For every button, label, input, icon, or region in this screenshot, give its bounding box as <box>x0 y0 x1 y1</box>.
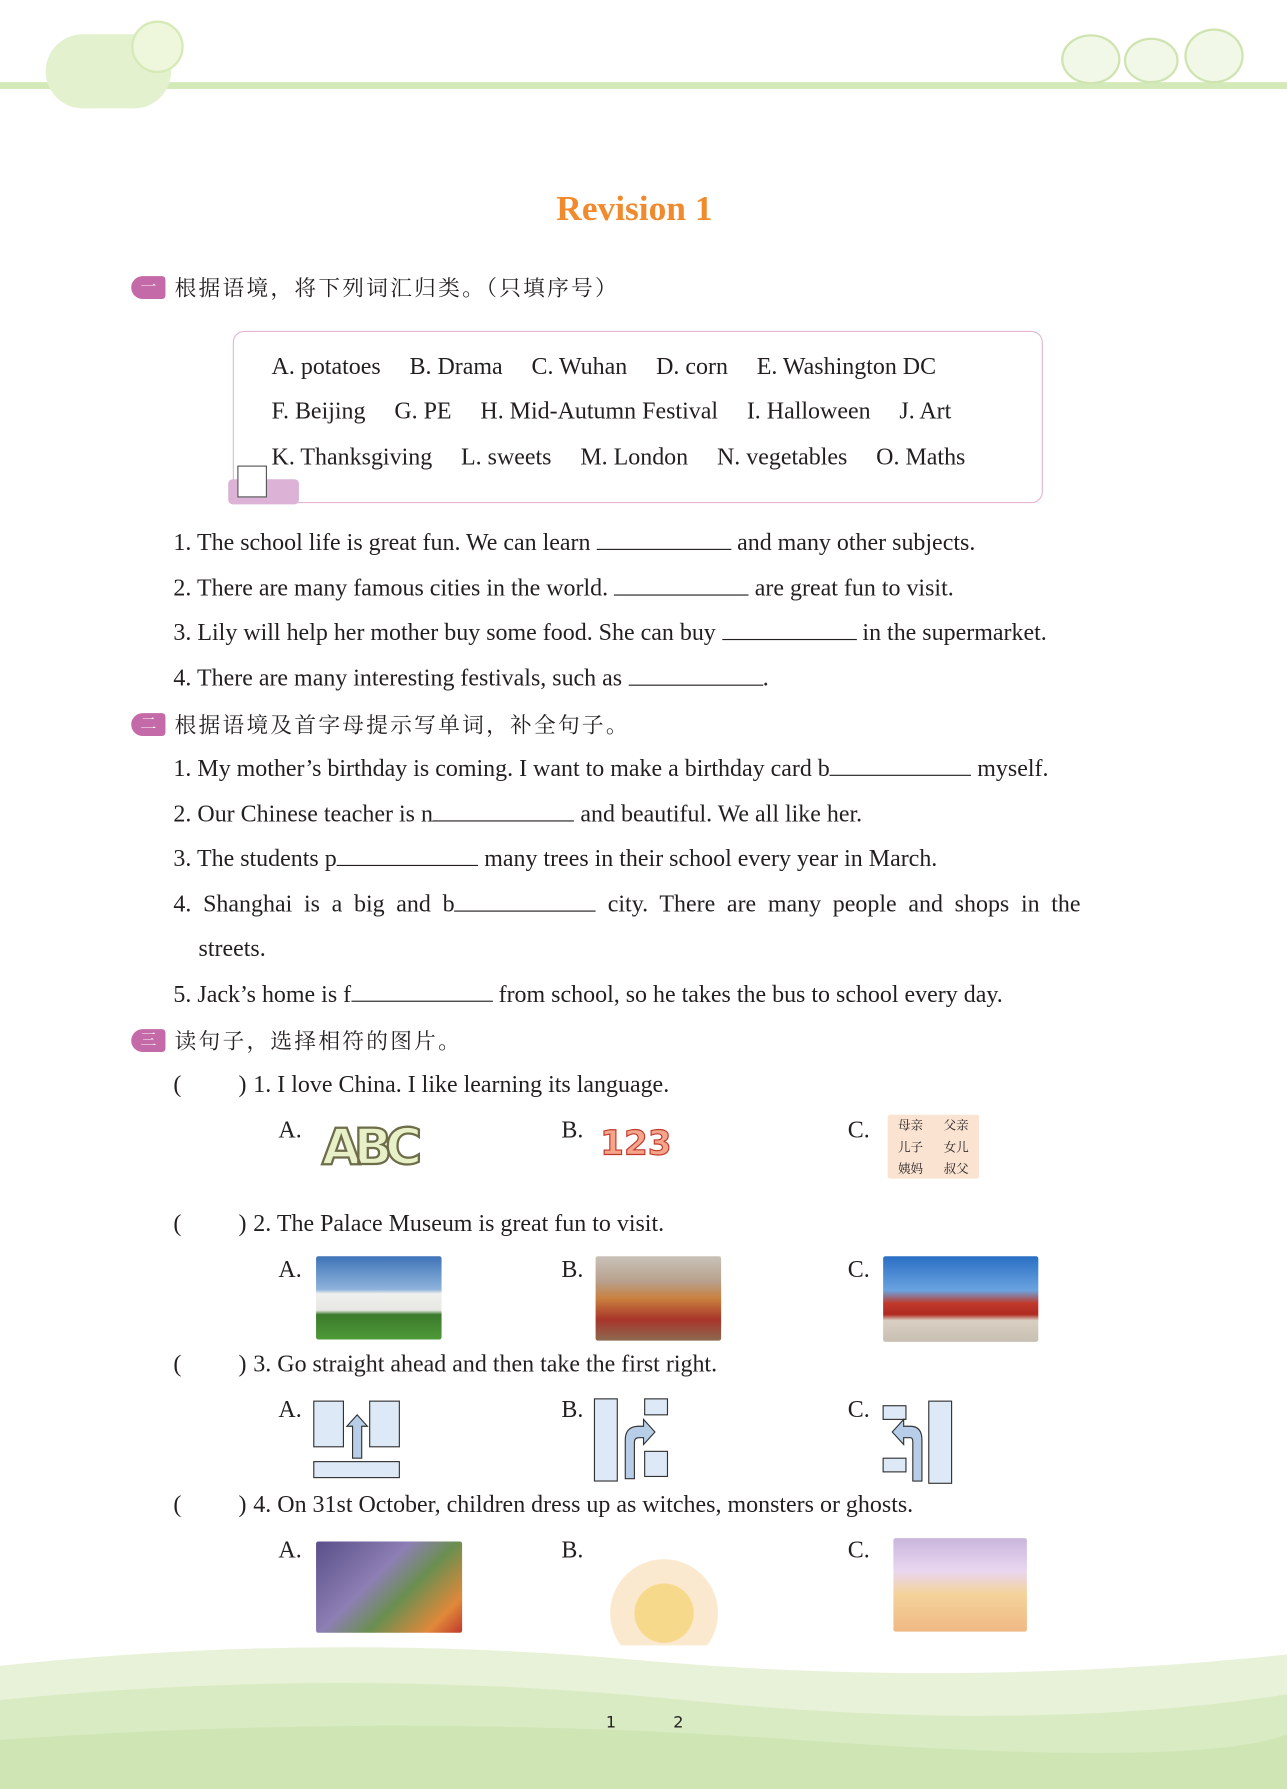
word-option: D. corn <box>656 352 728 380</box>
option-label: C. <box>847 1115 870 1144</box>
word-option: F. Beijing <box>271 397 366 425</box>
question-text: in the supermarket. <box>856 618 1047 646</box>
answer-blank[interactable] <box>830 754 971 776</box>
answer-paren[interactable]: ( ) <box>173 1209 247 1237</box>
option-label: A. <box>278 1255 302 1283</box>
question-item <box>173 664 768 693</box>
question-text: city. There are many people and shops in the <box>596 889 1081 918</box>
question-text: are great fun to visit. <box>748 573 954 602</box>
first-left-map[interactable] <box>881 1399 956 1486</box>
question-text: and beautiful. We all like her. <box>574 799 863 828</box>
question-text: and many other subjects. <box>731 528 976 556</box>
option-label: B. <box>561 1255 584 1283</box>
question-text: many trees in their school every year in March. <box>478 844 938 872</box>
family-dinner-picture[interactable] <box>602 1538 725 1645</box>
option-label: C. <box>847 1535 870 1564</box>
question-text: 5. Jack’s home is f <box>173 980 352 1008</box>
option-label: A. <box>278 1535 302 1564</box>
page-number-left: 1 <box>605 1713 617 1733</box>
section-instruction: 读句子，选择相符的图片。 <box>174 1029 463 1055</box>
word-option: A. potatoes <box>271 352 381 380</box>
section-badge: 三 <box>131 1029 165 1052</box>
answer-paren[interactable]: ( ) <box>173 1070 247 1098</box>
answer-blank[interactable] <box>455 890 596 912</box>
question-text: 2. The Palace Museum is great fun to visit. <box>253 1209 665 1237</box>
sun-icon <box>131 21 183 73</box>
word-bank-row <box>272 397 952 426</box>
option-label: B. <box>561 1535 584 1564</box>
question-text: 4. There are many interesting festivals, such as <box>173 664 629 692</box>
question-item <box>173 980 1002 1009</box>
section-instruction: 根据语境，将下列词汇归类。（只填序号） <box>174 276 620 302</box>
white-house-photo[interactable] <box>316 1256 442 1339</box>
option-label: C. <box>847 1255 870 1283</box>
straight-ahead-map[interactable] <box>313 1399 404 1481</box>
question-text: 4. Shanghai is a big and b <box>173 889 455 918</box>
word-option: J. Art <box>899 397 952 425</box>
question-text: streets. <box>198 934 266 962</box>
word-bank-row <box>272 443 966 472</box>
question-item <box>173 844 937 873</box>
section-badge: 二 <box>131 713 165 736</box>
question-item <box>173 754 1048 783</box>
answer-blank[interactable] <box>337 844 478 866</box>
answer-blank[interactable] <box>722 618 857 640</box>
section-3-heading <box>131 1025 462 1056</box>
question-item <box>173 800 862 829</box>
question-text: 1. I love China. I like learning its language. <box>253 1070 670 1098</box>
answer-blank[interactable] <box>351 980 492 1002</box>
section-2-heading <box>131 709 630 740</box>
word-option: N. vegetables <box>716 442 848 471</box>
section-instruction: 根据语境及首字母提示写单词，补全句子。 <box>174 713 630 739</box>
word-option: E. Washington DC <box>756 352 937 380</box>
page-title: Revision 1 <box>556 188 713 229</box>
question-text: 3. Go straight ahead and then take the first right. <box>253 1349 718 1378</box>
word-option: K. Thanksgiving <box>271 442 433 471</box>
footer-hills-decoration <box>0 1632 1287 1789</box>
mid-autumn-family-picture[interactable] <box>893 1538 1026 1632</box>
numbers-123-picture[interactable]: 123 <box>600 1123 672 1164</box>
word-option: I. Halloween <box>746 397 871 425</box>
letters-abc-picture[interactable]: ABC <box>321 1118 416 1177</box>
tiananmen-photo[interactable] <box>883 1256 1038 1342</box>
answer-blank[interactable] <box>433 800 574 822</box>
question-text: from school, so he takes the bus to school every day. <box>492 980 1003 1008</box>
palace-museum-photo[interactable] <box>596 1256 722 1340</box>
option-label: A. <box>278 1395 302 1423</box>
word-option: H. Mid-Autumn Festival <box>480 397 719 425</box>
first-right-map[interactable] <box>593 1397 673 1484</box>
question-text: 4. On 31st October, children dress up as witches, monsters or ghosts. <box>253 1490 914 1518</box>
question-text: 3. Lily will help her mother buy some food. She can buy <box>173 618 722 646</box>
word-bank-row <box>272 353 937 382</box>
option-label: B. <box>561 1395 584 1423</box>
word-option: M. London <box>580 442 689 471</box>
chinese-characters-picture[interactable]: 母亲 父亲 儿子 女儿 姨妈 叔父 <box>888 1115 979 1179</box>
question-item <box>173 528 975 557</box>
question-text: 2. Our Chinese teacher is n <box>173 799 433 828</box>
word-option: O. Maths <box>876 442 966 471</box>
halloween-picture[interactable] <box>316 1541 462 1632</box>
option-label: A. <box>278 1115 302 1144</box>
option-label: C. <box>847 1395 870 1423</box>
question-text: 1. The school life is great fun. We can learn <box>173 528 597 556</box>
question-item <box>173 618 1046 647</box>
question-text: 3. The students p <box>173 844 337 872</box>
answer-paren[interactable]: ( ) <box>173 1349 247 1378</box>
page-number-right: 2 <box>673 1713 684 1733</box>
answer-blank[interactable] <box>614 574 749 596</box>
word-option: L. sweets <box>460 442 552 471</box>
question-text: . <box>762 664 769 692</box>
animal-faces-decoration <box>1061 29 1244 80</box>
option-label: B. <box>561 1115 584 1144</box>
question-item <box>173 574 953 603</box>
word-option: G. PE <box>394 397 452 425</box>
question-text: 2. There are many famous cities in the world. <box>173 573 615 602</box>
section-badge: 一 <box>131 276 165 299</box>
answer-blank[interactable] <box>596 528 731 550</box>
section-1-heading <box>131 272 619 303</box>
question-text: myself. <box>971 754 1049 782</box>
question-item <box>173 890 1080 919</box>
answer-paren[interactable]: ( ) <box>173 1490 247 1518</box>
question-text: 1. My mother’s birthday is coming. I want to make a birthday card b <box>173 754 830 782</box>
word-option: C. Wuhan <box>531 352 628 380</box>
house-icon-body <box>237 466 267 498</box>
answer-blank[interactable] <box>628 664 763 686</box>
word-option: B. Drama <box>409 352 503 380</box>
